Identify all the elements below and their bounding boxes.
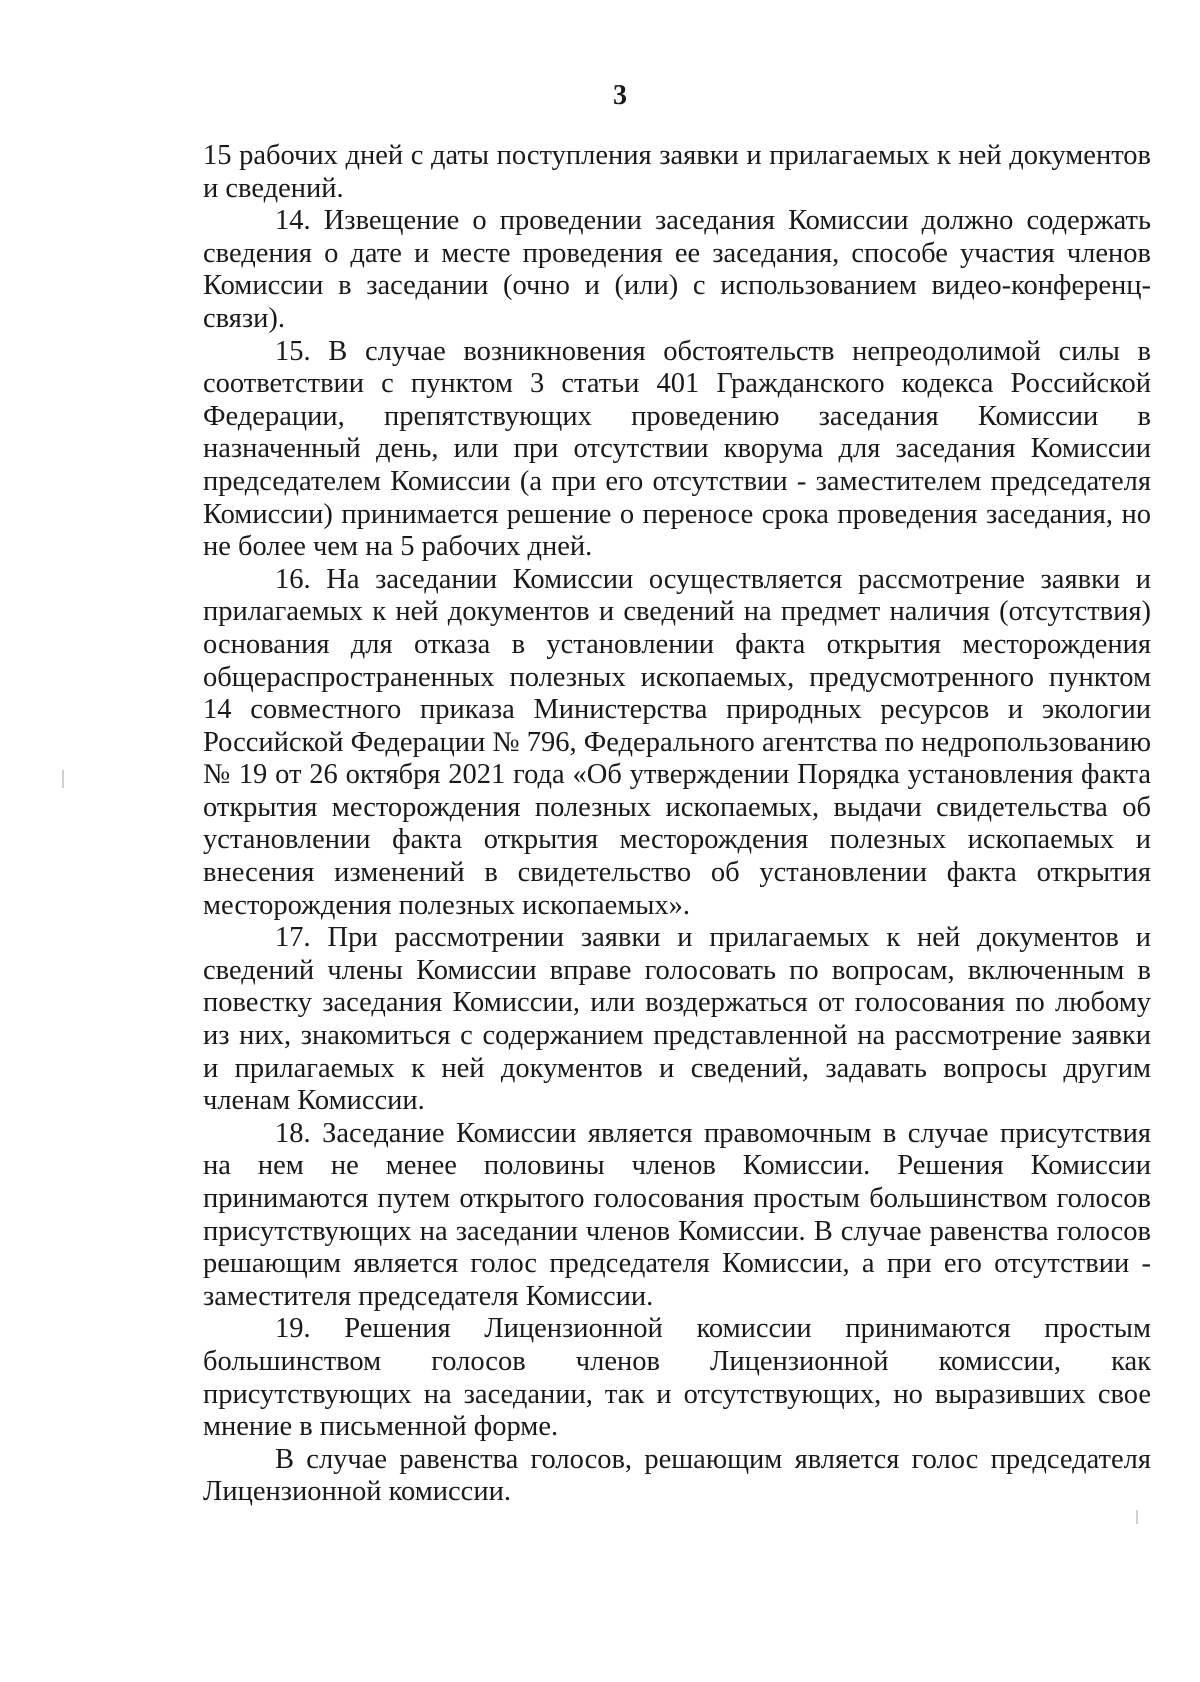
paragraph-15: 15. В случае возникновения обстоятельств непреодолимой силы в соответствии с пунктом 3 статьи 401 Гражданского кодекса Российской Федерации, препятствующих проведению заседания Комиссии в назначенный день, или при отсутствии кворума для заседания Комиссии председателем Комиссии (а при его отсутствии - заместителем председателя Комиссии) принимается решение о переносе срока проведения заседания, но не более чем на 5 рабочих дней. — [203, 335, 1151, 563]
paragraph-continuation: 15 рабочих дней с даты поступления заявки и прилагаемых к ней документов и сведений. — [203, 140, 1151, 204]
scan-artifact-right — [1136, 1510, 1138, 1524]
scan-artifact-left — [62, 770, 64, 788]
paragraph-18: 18. Заседание Комиссии является правомочным в случае присутствия на нем не менее половины членов Комиссии. Решения Комиссии принимаются путем открытого голосования простым большинством голосов присутствующих на заседании членов Комиссии. В случае равенства голосов решающим является голос председателя Комиссии, а при его отсутствии - заместителя председателя Комиссии. — [203, 1117, 1151, 1312]
paragraph-16: 16. На заседании Комиссии осуществляется рассмотрение заявки и прилагаемых к ней документов и сведений на предмет наличия (отсутствия) основания для отказа в установлении факта открытия месторождения общераспространенных полезных ископаемых, предусмотренного пунктом 14 совместного приказа Министерства природных ресурсов и экологии Российской Федерации № 796, Федерального агентства по недропользованию № 19 от 26 октября 2021 года «Об утверждении Порядка установления факта открытия месторождения полезных ископаемых, выдачи свидетельства об установлении факта открытия месторождения полезных ископаемых и внесения изменений в свидетельство об установлении факта открытия месторождения полезных ископаемых». — [203, 563, 1151, 921]
paragraph-14: 14. Извещение о проведении заседания Комиссии должно содержать сведения о дате и месте проведения ее заседания, способе участия членов Комиссии в заседании (очно и (или) с использованием видео-конференц-связи). — [203, 205, 1151, 334]
paragraph-19-tie-vote: В случае равенства голосов, решающим является голос председателя Лицензионной комиссии. — [203, 1443, 1151, 1508]
document-body — [203, 140, 1151, 1509]
paragraph-17: 17. При рассмотрении заявки и прилагаемых к ней документов и сведений члены Комиссии вправе голосовать по вопросам, включенным в повестку заседания Комиссии, или воздержаться от голосования по любому из них, знакомиться с содержанием представленной на рассмотрение заявки и прилагаемых к ней документов и сведений, задавать вопросы другим членам Комиссии. — [203, 922, 1151, 1117]
paragraph-19: 19. Решения Лицензионной комиссии принимаются простым большинством голосов членов Лицензионной комиссии, как присутствующих на заседании, так и отсутствующих, но выразивших свое мнение в письменной форме. — [203, 1313, 1151, 1443]
page-number: 3 — [613, 80, 627, 111]
